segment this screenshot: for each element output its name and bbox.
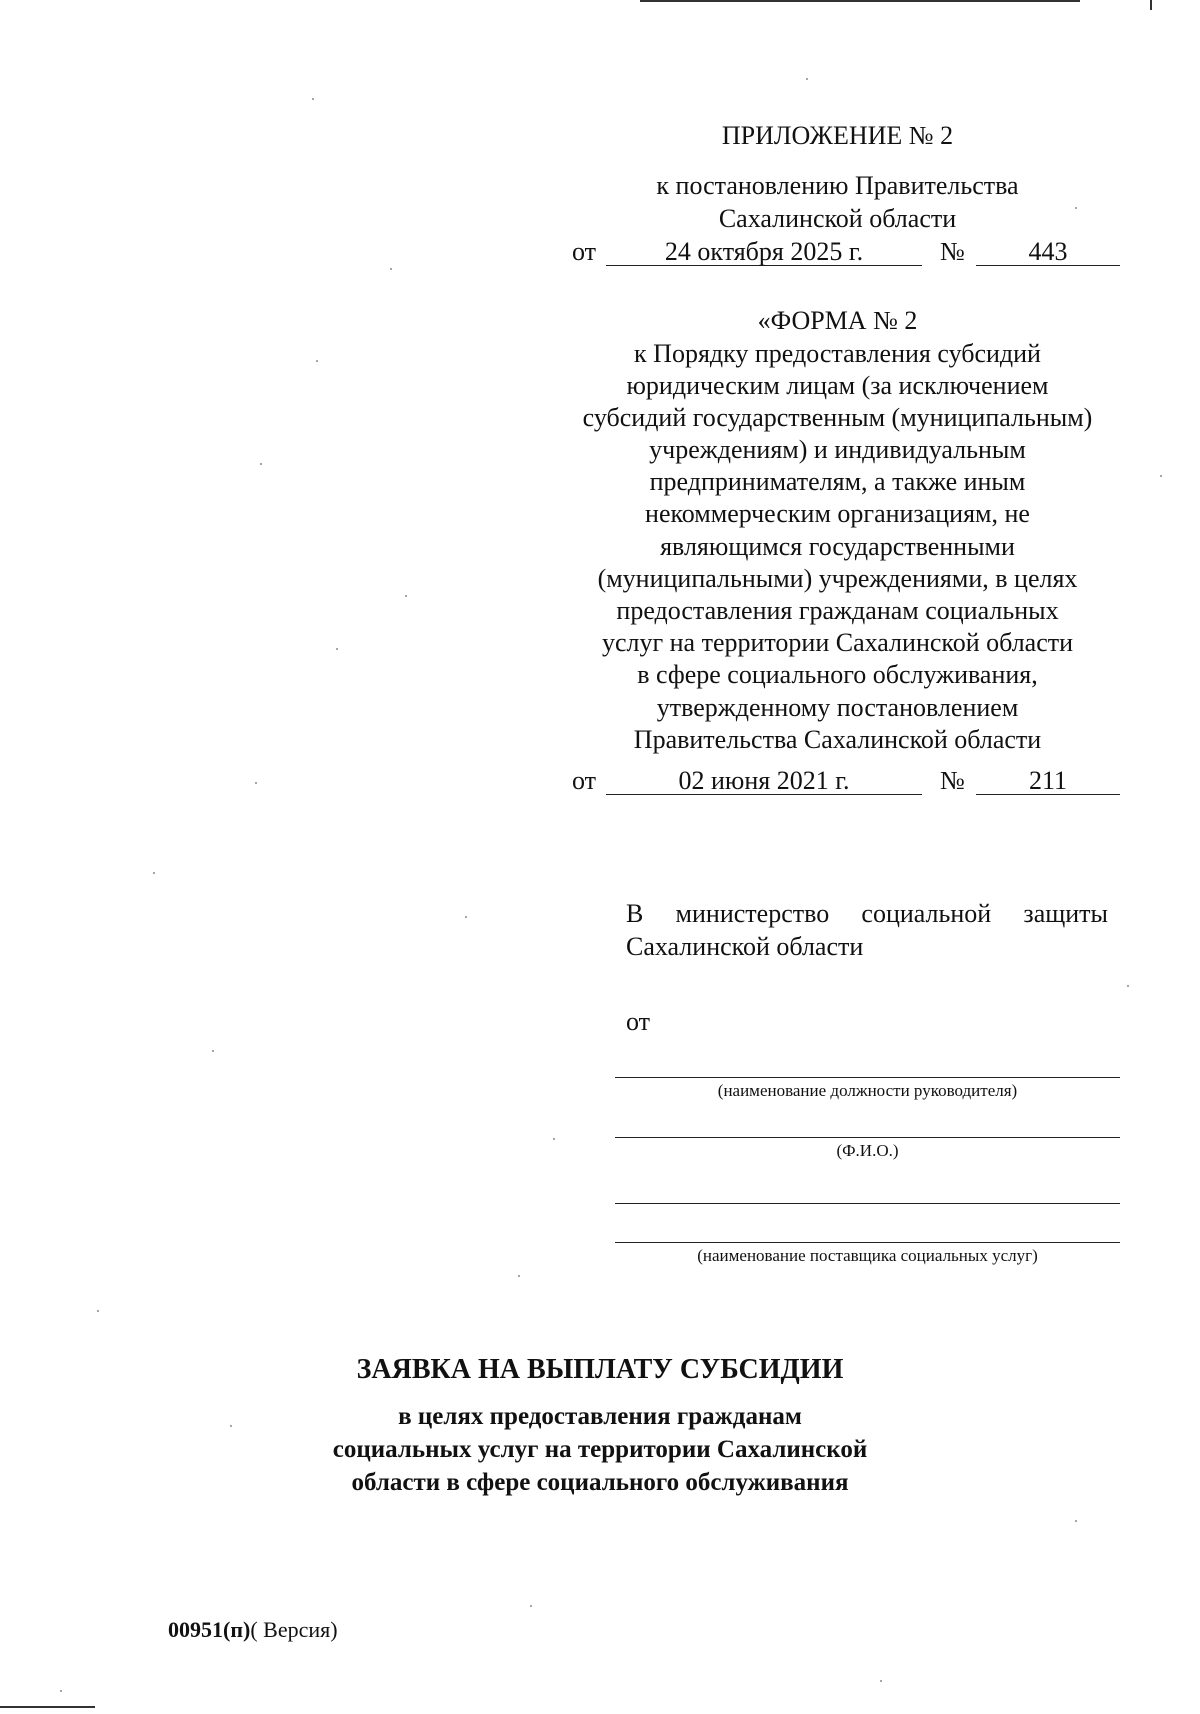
form-line: услуг на территории Сахалинской области [601, 628, 1074, 657]
form-title: «ФОРМА № 2 [757, 306, 918, 335]
form-line: (муниципальными) учреждениями, в целях [597, 564, 1078, 593]
addressee-line-2: Сахалинской области [626, 932, 864, 961]
name-fill-line [615, 1137, 1120, 1138]
form-number-field: 211 [976, 765, 1120, 795]
provider-fill-line-1 [615, 1203, 1120, 1204]
request-subtitle-line: области в сфере социального обслуживания [351, 1469, 849, 1496]
addressee-line-1: В министерство социальной защиты [626, 899, 1108, 928]
appendix-line-1: к постановлению Правительства [656, 171, 1019, 200]
appendix-from-label: от [572, 237, 597, 266]
form-line: предоставления гражданам социальных [616, 596, 1059, 625]
scan-top-mark [1150, 0, 1152, 10]
form-number-label: № [940, 766, 965, 795]
addressee-from-label: от [626, 1007, 651, 1036]
form-line: некоммерческим организациям, не [645, 499, 1030, 528]
provider-caption: (наименование поставщика социальных услуг) [697, 1246, 1038, 1265]
form-line: в сфере социального обслуживания, [637, 660, 1038, 689]
form-line: юридическим лицам (за исключением [626, 371, 1049, 400]
form-line: предпринимателям, а также иным [649, 467, 1026, 496]
form-line: Правительства Сахалинской области [633, 725, 1042, 754]
form-date-field: 02 июня 2021 г. [606, 765, 922, 795]
appendix-number-field: 443 [976, 236, 1120, 266]
document-version: ( Версия) [250, 1617, 338, 1642]
appendix-line-2: Сахалинской области [718, 204, 957, 233]
appendix-title: ПРИЛОЖЕНИЕ № 2 [721, 121, 954, 150]
name-caption: (Ф.И.О.) [836, 1141, 899, 1160]
form-line: субсидий государственным (муниципальным) [582, 403, 1093, 432]
request-title: ЗАЯВКА НА ВЫПЛАТУ СУБСИДИИ [356, 1354, 844, 1385]
provider-fill-line-2 [615, 1242, 1120, 1243]
form-line: учреждениям) и индивидуальным [649, 435, 1026, 464]
scan-top-edge [640, 0, 1080, 2]
request-subtitle-line: в целях предоставления гражданам [398, 1403, 802, 1430]
document-code-number: 00951(п) [168, 1617, 251, 1642]
form-from-label: от [572, 766, 597, 795]
form-line: являющимся государственными [660, 532, 1015, 561]
position-caption: (наименование должности руководителя) [717, 1081, 1018, 1100]
form-date-row [572, 765, 1120, 796]
form-line: утвержденному постановлением [656, 693, 1019, 722]
document-code [168, 1617, 338, 1643]
position-fill-line [615, 1077, 1120, 1078]
appendix-date-row [572, 236, 1120, 267]
appendix-number-label: № [940, 237, 965, 266]
form-line: к Порядку предоставления субсидий [634, 339, 1041, 368]
request-subtitle-line: социальных услуг на территории Сахалинской [332, 1436, 868, 1463]
scan-bottom-edge [0, 1706, 95, 1708]
appendix-date-field: 24 октября 2025 г. [606, 236, 922, 266]
